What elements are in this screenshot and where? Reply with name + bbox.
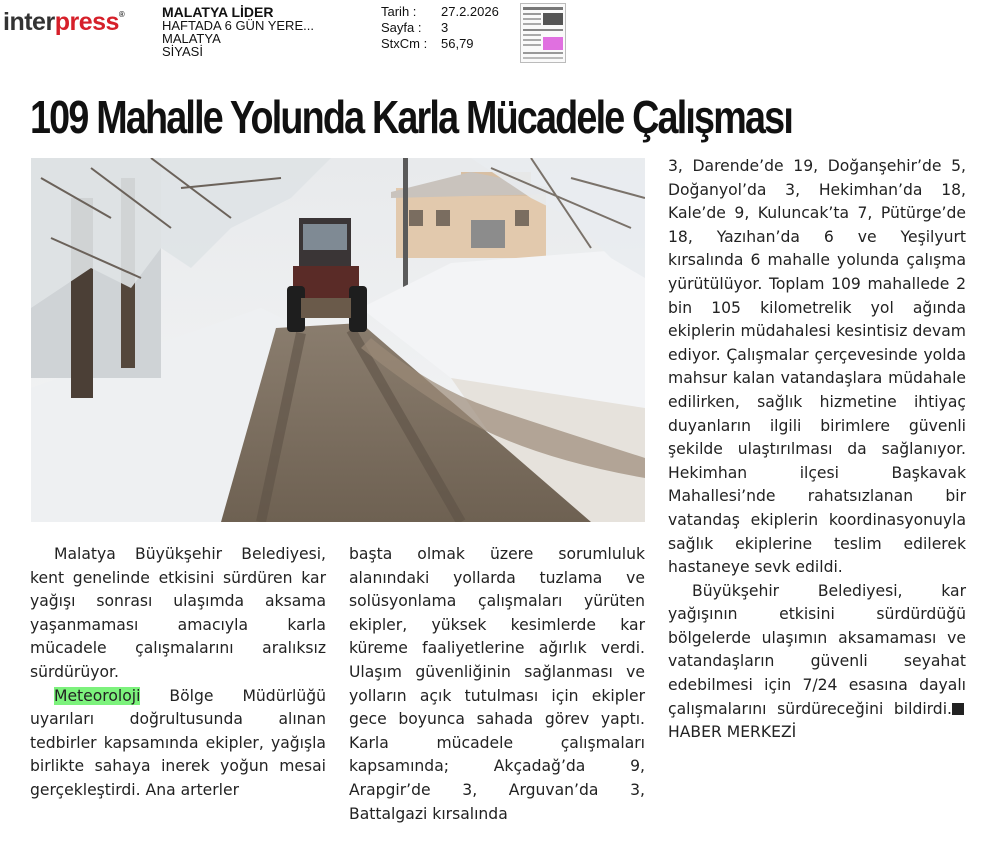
publication-name: MALATYA LİDER — [162, 4, 274, 20]
paragraph-text: Bölge Müdürlüğü uyarıları doğrultusunda alınan tedbirler kapsamında ekipler, yağışla birlikte sahaya inerek yoğun mesai gerçekleştirdi. Ana arterler — [30, 686, 326, 799]
article-column-3 — [668, 155, 966, 745]
logo-registered-mark: ® — [118, 10, 125, 19]
highlighted-term: Meteoroloji — [54, 686, 141, 705]
article-column-2 — [349, 543, 645, 826]
paragraph — [30, 685, 326, 803]
paragraph — [668, 580, 966, 745]
logo-text-press: press — [54, 8, 119, 36]
end-square-icon — [952, 703, 964, 715]
byline: HABER MERKEZİ — [668, 723, 797, 742]
date-row — [381, 4, 499, 20]
page-row — [381, 20, 499, 36]
logo-text-inter: inter — [3, 8, 55, 36]
article-column-1 — [30, 543, 326, 803]
date-value: 27.2.2026 — [441, 4, 499, 19]
page-value: 3 — [441, 20, 449, 35]
stxcm-row — [381, 36, 499, 52]
page-thumbnail[interactable] — [520, 3, 566, 63]
publication-city: MALATYA — [162, 31, 221, 46]
article-headline: 109 Mahalle Yolunda Karla Mücadele Çalışması — [30, 91, 792, 143]
publication-frequency: HAFTADA 6 GÜN YERE... — [162, 18, 314, 33]
publication-info — [162, 6, 314, 58]
interpress-logo — [3, 8, 124, 37]
paragraph: Malatya Büyükşehir Belediyesi, kent genelinde etkisini sürdüren kar yağışı sonrası ulaşımda aksama yaşanmaması amacıyla karla mücadele çalışmalarını aralıksız sürdürüyor. — [30, 545, 326, 681]
snow-plow-road-photo — [31, 158, 645, 522]
paragraph-text: Büyükşehir Belediyesi, kar yağışının etkisini sürdürdüğü bölgelerde ulaşımın aksamaması ve vatandaşların güvenli seyahat edebilmesi için 7/24 esasına dayalı çalışmalarını sürdüreceğini bildirdi. — [668, 581, 966, 718]
publication-category: SİYASİ — [162, 44, 203, 59]
stxcm-label: StxCm : — [381, 36, 428, 51]
paragraph: başta olmak üzere sorumluluk alanındaki yollarda tuzlama ve solüsyonlama çalışmaları yürüten ekipler, yüksek kesimlerde kar küreme faaliyetlerine ağırlık verdi. Ulaşım güvenliğinin sağlanması ve yolların açık tutulması için ekipler gece boyunca sahada görev yaptı. Karla mücadele çalışmaları kapsamında; Akçadağ’da 9, Arapgir’de 3, Arguvan’da 3, Battalgazi kırsalında — [349, 545, 645, 823]
page-label: Sayfa : — [381, 20, 422, 35]
photo-illustration — [31, 158, 645, 522]
paragraph: 3, Darende’de 19, Doğanşehir’de 5, Doğanyol’da 3, Hekimhan’da 18, Kale’de 9, Kuluncak’ta 7, Pütürge’de 18, Yazıhan’da 6 ve Yeşilyurt kırsalında 6 mahalle yolunda çalışma yürütülüyor. Toplam 109 mahallede 2 bin 105 kilometrelik yol ağında ekiplerin müdahalesi kesintisiz devam ediyor. Çalışmalar çerçevesinde yolda mahsur kalan vatandaşlara müdahale edilirken, sağlık hizmetine ihtiyaç duyanların ilgili birimlere güvenli şekilde ulaştırılması da sağlanıyor. Hekimhan ilçesi Başkavak Mahallesi’nde rahatsızlanan bir vatandaş ekiplerin koordinasyonuyla sağlık ekiplerine teslim edilerek hastaneye sevk edildi. — [668, 157, 966, 577]
date-label: Tarih : — [381, 4, 417, 19]
clipping-meta — [381, 4, 499, 52]
stxcm-value: 56,79 — [441, 36, 474, 51]
